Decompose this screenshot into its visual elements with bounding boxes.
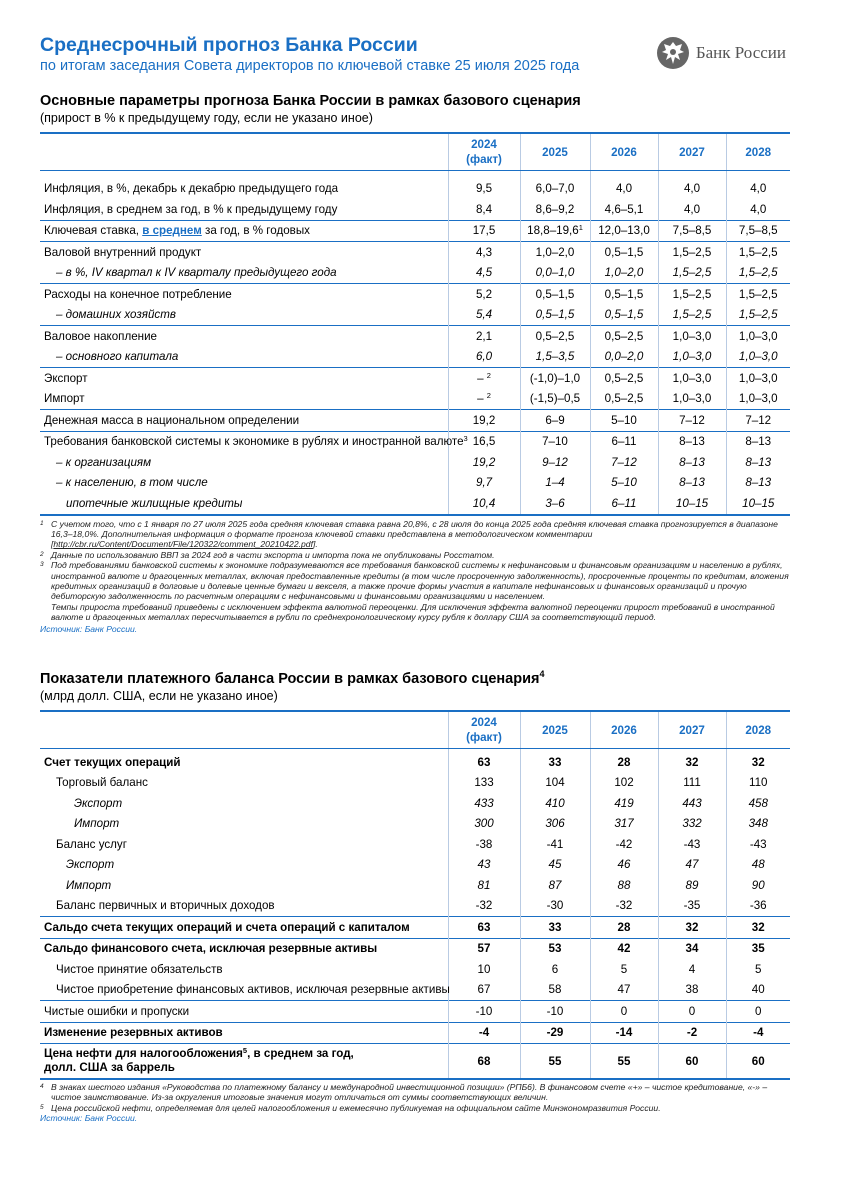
cell-value: (-1,0)–1,0 xyxy=(520,368,590,389)
cell-value: -36 xyxy=(726,896,790,917)
page-title: Среднесрочный прогноз Банка России xyxy=(40,34,418,56)
cell-value: 2,1 xyxy=(448,326,520,347)
cell-value: 33 xyxy=(520,917,590,939)
cell-value: 1–4 xyxy=(520,473,590,494)
cell-value: 10–15 xyxy=(658,493,726,515)
cell-value: 16,5 xyxy=(448,431,520,452)
row-label: Чистое принятие обязательств xyxy=(56,962,223,976)
cell-value: 46 xyxy=(590,855,658,876)
cell-value: 5 xyxy=(726,959,790,980)
cell-value: 1,5–2,5 xyxy=(726,263,790,284)
cell-value: -30 xyxy=(520,896,590,917)
row-label: Расходы на конечное потребление xyxy=(40,284,448,305)
cell-value: 53 xyxy=(520,938,590,959)
row-label: Валовой внутренний продукт xyxy=(40,242,448,263)
table-row xyxy=(40,1022,790,1044)
row-label: Торговый баланс xyxy=(56,776,148,790)
cell-value: 1,5–2,5 xyxy=(658,263,726,284)
row-label: Импорт xyxy=(44,392,85,406)
cell-value: 4 xyxy=(658,959,726,980)
col-header: 2025 xyxy=(520,133,590,171)
footnote-5: 5 Цена российской нефти, определяемая для целей налогообложения и ежемесячно публикуемая на официальном сайте Минэкономразвития России. xyxy=(40,1102,661,1113)
cell-value: 0,5–1,5 xyxy=(590,242,658,263)
cell-value: 6–11 xyxy=(590,493,658,515)
cell-value: 9,7 xyxy=(448,473,520,494)
cell-value: 87 xyxy=(520,875,590,896)
cell-value: 1,0–3,0 xyxy=(726,326,790,347)
table-row xyxy=(40,959,790,980)
cell-value: 133 xyxy=(448,773,520,794)
cell-value: 300 xyxy=(448,814,520,835)
row-label: Счет текущих операций xyxy=(44,755,181,769)
row-label: Экспорт xyxy=(40,368,448,389)
cell-value: – $^2$ xyxy=(448,389,520,410)
cell-value: 0,5–2,5 xyxy=(520,326,590,347)
cell-value: 1,5–2,5 xyxy=(726,242,790,263)
cell-value: 3–6 xyxy=(520,493,590,515)
cell-value: 89 xyxy=(658,875,726,896)
cell-value: 1,0–2,0 xyxy=(590,263,658,284)
cell-value: 81 xyxy=(448,875,520,896)
table-row xyxy=(40,855,790,876)
cell-value: 104 xyxy=(520,773,590,794)
table-row xyxy=(40,875,790,896)
cell-value: 1,0–3,0 xyxy=(658,326,726,347)
cell-value: -10 xyxy=(448,1001,520,1023)
cell-value: 1,0–2,0 xyxy=(520,242,590,263)
table-row xyxy=(40,773,790,794)
col-header: 2028 xyxy=(726,133,790,171)
cell-value: 306 xyxy=(520,814,590,835)
row-label: Чистое приобретение финансовых активов, исключая резервные активы xyxy=(56,983,450,997)
cell-value: 48 xyxy=(726,855,790,876)
row-label: – в %, IV квартал к IV кварталу предыдущего года xyxy=(56,266,337,280)
row-label: – к организациям xyxy=(56,455,152,469)
cell-value: 458 xyxy=(726,793,790,814)
cell-value: 433 xyxy=(448,793,520,814)
col-header-2024: 2024 (факт) xyxy=(448,133,520,171)
cell-value: 38 xyxy=(658,980,726,1001)
col-header: 2025 xyxy=(520,711,590,749)
table-row xyxy=(40,171,790,179)
page-header xyxy=(40,34,640,75)
page-subtitle: по итогам заседания Совета директоров по ключевой ставке 25 июля 2025 года xyxy=(40,58,580,74)
cell-value: 10 xyxy=(448,959,520,980)
row-label: Баланс первичных и вторичных доходов xyxy=(56,899,275,913)
table2-source: Источник: Банк России. xyxy=(40,1113,138,1124)
cell-value: 6–11 xyxy=(590,431,658,452)
table-row xyxy=(40,752,790,773)
footnote-2: 2 Данные по использованию ВВП за 2024 год в части экспорта и импорта пока не опубликованы Росстатом. xyxy=(40,549,495,560)
row-label: Чистые ошибки и пропуски xyxy=(40,1001,448,1023)
cell-value: 7–12 xyxy=(658,410,726,432)
cell-value: 1,0–3,0 xyxy=(726,368,790,389)
row-label: – домашних хозяйств xyxy=(56,308,176,322)
row-label: Баланс услуг xyxy=(56,837,127,851)
cell-value: 0 xyxy=(590,1001,658,1023)
table1-subtitle: (прирост в % к предыдущему году, если не указано иное) xyxy=(40,111,373,125)
cell-value: 6,0 xyxy=(448,347,520,368)
cell-value: 5,2 xyxy=(448,284,520,305)
cell-value: 8–13 xyxy=(658,452,726,473)
cell-value: 5–10 xyxy=(590,473,658,494)
col-header: 2028 xyxy=(726,711,790,749)
cell-value: -2 xyxy=(658,1022,726,1044)
row-label: Импорт xyxy=(74,817,120,831)
cell-value: 5 xyxy=(590,959,658,980)
cell-value: 32 xyxy=(726,917,790,939)
col-header: 2026 xyxy=(590,711,658,749)
cell-value: 32 xyxy=(658,752,726,773)
row-label: Требования банковской системы к экономике в рублях и иностранной валюте$^3$ xyxy=(40,431,448,452)
cell-value: 42 xyxy=(590,938,658,959)
table-row xyxy=(40,980,790,1001)
table1-footnotes xyxy=(40,519,790,635)
table-header-row xyxy=(40,133,790,171)
cell-value: 19,2 xyxy=(448,452,520,473)
table-row xyxy=(40,493,790,515)
cell-value: -32 xyxy=(448,896,520,917)
table-row xyxy=(40,368,790,389)
cell-value: 8–13 xyxy=(658,431,726,452)
row-label: Экспорт xyxy=(66,858,115,872)
cell-value: 0,0–2,0 xyxy=(590,347,658,368)
cell-value: -42 xyxy=(590,834,658,855)
cell-value: 0,5–2,5 xyxy=(590,368,658,389)
cell-value: 19,2 xyxy=(448,410,520,432)
table-row xyxy=(40,431,790,452)
balance-table xyxy=(40,710,790,1080)
table-row xyxy=(40,834,790,855)
table-header-row xyxy=(40,711,790,749)
table-row: Инфляция, в %, декабрь к декабрю предыдущего года 9,5 6,0–7,0 4,0 4,0 4,0 xyxy=(40,179,790,200)
cell-value: 88 xyxy=(590,875,658,896)
cell-value: (-1,5)–0,5 xyxy=(520,389,590,410)
table-row xyxy=(40,814,790,835)
cell-value: 0,5–1,5 xyxy=(520,305,590,326)
cell-value: 47 xyxy=(590,980,658,1001)
table1-section xyxy=(40,93,790,635)
table2-section xyxy=(40,671,790,1124)
cell-value: 1,0–3,0 xyxy=(726,389,790,410)
row-label: Экспорт xyxy=(74,796,123,810)
cell-value: 1,5–3,5 xyxy=(520,347,590,368)
col-header: 2027 xyxy=(658,133,726,171)
cell-value: 90 xyxy=(726,875,790,896)
forecast-table xyxy=(40,132,790,516)
cell-value: 10,4 xyxy=(448,493,520,515)
cell-value: -32 xyxy=(590,896,658,917)
cell-value: 102 xyxy=(590,773,658,794)
cell-value: 47 xyxy=(658,855,726,876)
cell-value: -41 xyxy=(520,834,590,855)
cell-value: 0 xyxy=(658,1001,726,1023)
cell-value: 0,5–1,5 xyxy=(590,305,658,326)
row-label: Валовое накопление xyxy=(40,326,448,347)
table2-title: Показатели платежного баланса России в рамках базового сценария$^4$ xyxy=(40,669,545,687)
table-row xyxy=(40,410,790,432)
cell-value: 348 xyxy=(726,814,790,835)
cell-value: 4,3 xyxy=(448,242,520,263)
cell-value: 10–15 xyxy=(726,493,790,515)
table-row xyxy=(40,938,790,959)
cell-value: 1,5–2,5 xyxy=(726,305,790,326)
cell-value: 7–12 xyxy=(726,410,790,432)
cell-value: 45 xyxy=(520,855,590,876)
cell-value: 1,0–3,0 xyxy=(658,368,726,389)
cell-value: 28 xyxy=(590,917,658,939)
cell-value: 6 xyxy=(520,959,590,980)
table-row xyxy=(40,1001,790,1023)
cell-value: 0,0–1,0 xyxy=(520,263,590,284)
cell-value: 1,5–2,5 xyxy=(658,284,726,305)
cell-value: 63 xyxy=(448,917,520,939)
cell-value: 6–9 xyxy=(520,410,590,432)
col-header-2024: 2024 (факт) xyxy=(448,711,520,749)
methodology-link[interactable]: http://cbr.ru/Content/Document/File/120322/comment_20210422.pdf xyxy=(53,539,313,550)
cell-value: 58 xyxy=(520,980,590,1001)
cell-value: 1,0–3,0 xyxy=(658,347,726,368)
table-row xyxy=(40,263,790,284)
table1-source: Источник: Банк России. xyxy=(40,623,138,634)
cell-value: 5,4 xyxy=(448,305,520,326)
table-row: Инфляция, в среднем за год, в % к предыдущему году 8,4 8,6–9,2 4,6–5,1 4,0 4,0 xyxy=(40,199,790,220)
table-row xyxy=(40,242,790,263)
cell-value: 1,0–3,0 xyxy=(726,347,790,368)
bank-logo xyxy=(656,36,786,70)
row-label: Сальдо финансового счета, исключая резервные активы xyxy=(40,938,448,959)
row-label: – основного капитала xyxy=(56,350,179,364)
row-label: Импорт xyxy=(66,878,112,892)
footnote-1: 1 С учетом того, что с 1 января по 27 июля 2025 года средняя ключевая ставка равна 20,8%, с 28 июля до конца 2025 года средняя ключевая ставка прогнозируется в диапазоне 16,3–18,0%. Дополнительная информация о формате прогноза ключевой ставки представлена в методологическом комментарии [http://cbr.ru/Content/Document/File/120322/comment_20210422.pdf]. xyxy=(40,518,778,550)
cell-value: 0,5–2,5 xyxy=(590,389,658,410)
cell-value: 5–10 xyxy=(590,410,658,432)
cell-value: 32 xyxy=(658,917,726,939)
cell-value: -35 xyxy=(658,896,726,917)
cell-value: 9–12 xyxy=(520,452,590,473)
cell-value: 1,5–2,5 xyxy=(726,284,790,305)
cell-value: 0,5–1,5 xyxy=(590,284,658,305)
cell-value: 332 xyxy=(658,814,726,835)
row-label: Денежная масса в национальном определении xyxy=(40,410,448,432)
table-row xyxy=(40,452,790,473)
cell-value: 33 xyxy=(520,752,590,773)
cell-value: 1,5–2,5 xyxy=(658,242,726,263)
cell-value: -38 xyxy=(448,834,520,855)
table-row xyxy=(40,347,790,368)
cell-value: 110 xyxy=(726,773,790,794)
table-row xyxy=(40,284,790,305)
cell-value: 317 xyxy=(590,814,658,835)
cell-value: -43 xyxy=(726,834,790,855)
cell-value: 1,0–3,0 xyxy=(658,389,726,410)
cell-value: -14 xyxy=(590,1022,658,1044)
footnote-4: 4 В знаках шестого издания «Руководства по платежному балансу и международной инвестиционной позиции» (РПБ6). В финансовом счете «+» – чистое кредитование, «-» – чистое заимствование. Из-за округления итоговые значения могут отличаться от суммы соответствующих величин. xyxy=(40,1082,768,1103)
table-row xyxy=(40,917,790,939)
cell-value: 8–13 xyxy=(726,431,790,452)
cell-value: 40 xyxy=(726,980,790,1001)
table-row xyxy=(40,473,790,494)
key-rate-average-link[interactable]: в среднем xyxy=(142,224,202,238)
cell-value: -29 xyxy=(520,1022,590,1044)
cell-value: -4 xyxy=(726,1022,790,1044)
col-header: 2026 xyxy=(590,133,658,171)
row-label: – к населению, в том числе xyxy=(56,476,208,490)
cell-value: 32 xyxy=(726,752,790,773)
table-row xyxy=(40,793,790,814)
cell-value: -10 xyxy=(520,1001,590,1023)
footnote-3: 3 Под требованиями банковской системы к экономике подразумеваются все требования банковской системы к нефинансовым и финансовым организациям и населению в рублях, иностранной валюте и драгоценных металлах, включая предоставленные кредиты (в том числе просроченную задолженность), просроченные проценты по кредитам, вложения кредитных организаций в долговые и долевые ценные бумаги и векселя, а также прочие формы участия в капитале нефинансовых и финансовых организаций и прочую дебиторскую задолженность по расчетным операциям с нефинансовыми и финансовыми организациями и населением. xyxy=(40,560,789,602)
cell-value: 63 xyxy=(448,752,520,773)
table1-title: Основные параметры прогноза Банка России в рамках базового сценария xyxy=(40,93,581,109)
cell-value: 419 xyxy=(590,793,658,814)
cell-value: 8–13 xyxy=(658,473,726,494)
cell-value: 67 xyxy=(448,980,520,1001)
cell-value: 7–10 xyxy=(520,431,590,452)
table-row xyxy=(40,305,790,326)
cell-value: 57 xyxy=(448,938,520,959)
row-label: ипотечные жилищные кредиты xyxy=(40,493,448,515)
table2-subtitle: (млрд долл. США, если не указано иное) xyxy=(40,689,278,703)
table2-footnotes xyxy=(40,1082,790,1124)
cell-value: 8–13 xyxy=(726,473,790,494)
footnote-3-continued: Темпы прироста требований приведены с исключением эффекта валютной переоценки. Для исключения эффекта валютной переоценки прирост требований в иностранной валюте и драгоценных металлах пересчитывается в рубли по среднехронологическому курсу рубля к доллару США за соответствующий период. xyxy=(51,601,775,623)
cell-value: 43 xyxy=(448,855,520,876)
cell-value: 7–12 xyxy=(590,452,658,473)
cell-value: 111 xyxy=(658,773,726,794)
table-row xyxy=(40,389,790,410)
key-rate-row: Ключевая ставка, в среднем за год, в % годовых 17,5 18,8–19,6$^1$ 12,0–13,0 7,5–8,5 7,5–8,5 xyxy=(40,220,790,242)
logo-text: Банк России xyxy=(695,43,786,62)
cell-value: -4 xyxy=(448,1022,520,1044)
cell-value: 34 xyxy=(658,938,726,959)
table-row xyxy=(40,896,790,917)
row-label: Изменение резервных активов xyxy=(40,1022,448,1044)
cell-value: 35 xyxy=(726,938,790,959)
cell-value: 28 xyxy=(590,752,658,773)
cell-value: 8–13 xyxy=(726,452,790,473)
cell-value: 0 xyxy=(726,1001,790,1023)
col-header: 2027 xyxy=(658,711,726,749)
cell-value: -43 xyxy=(658,834,726,855)
cell-value: 4,5 xyxy=(448,263,520,284)
cell-value: 0,5–1,5 xyxy=(520,284,590,305)
cell-value: – $^2$ xyxy=(448,368,520,389)
oil-price-row: Цена нефти для налогообложения$^5$, в среднем за год, долл. США за баррель 68 55 55 60 60 xyxy=(40,1044,790,1080)
row-label: Сальдо счета текущих операций и счета операций с капиталом xyxy=(40,917,448,939)
table-row xyxy=(40,326,790,347)
cell-value: 1,5–2,5 xyxy=(658,305,726,326)
eagle-emblem-icon xyxy=(656,36,690,70)
cell-value: 0,5–2,5 xyxy=(590,326,658,347)
cell-value: 410 xyxy=(520,793,590,814)
cell-value: 443 xyxy=(658,793,726,814)
